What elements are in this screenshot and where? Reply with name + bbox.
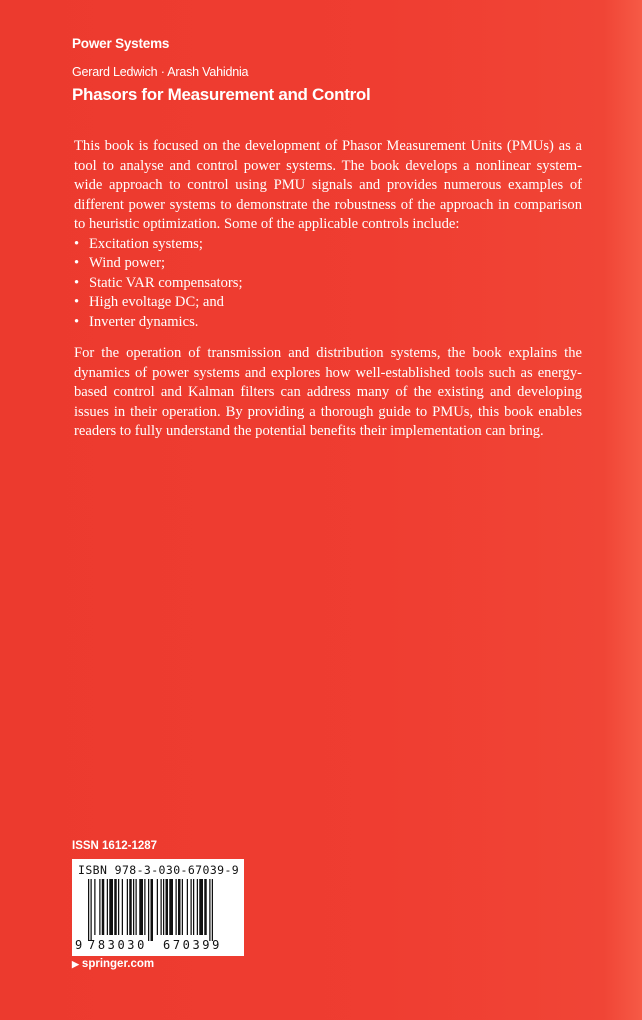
barcode-bar xyxy=(163,879,164,935)
barcode-digits-right: 670399 xyxy=(163,938,222,952)
blurb-paragraph-1: This book is focused on the development of Phasor Measurement Units (PMUs) as a tool to analyse and control power systems. The book develops a nonlinear system-wide approach to control using PMU signals and provides numerous examples of different power systems to demonstrate the robustness of the approach in comparison to heuristic optimization. Some of the applicable controls include: xyxy=(74,138,582,232)
barcode-bar xyxy=(176,879,177,935)
barcode-bar xyxy=(107,879,108,935)
publisher-site: springer.com xyxy=(81,958,155,970)
barcode-bar xyxy=(109,879,113,935)
list-item xyxy=(74,293,582,313)
barcode-bar xyxy=(118,879,119,935)
barcode-bar xyxy=(94,879,95,935)
barcode-digits-left: 783030 xyxy=(88,938,147,952)
barcode-bar xyxy=(169,879,173,935)
barcode-bar xyxy=(204,879,207,935)
barcode-bar xyxy=(91,879,92,941)
barcode-bar xyxy=(122,879,123,935)
bullet-icon: • xyxy=(74,255,80,271)
barcode-bar xyxy=(166,879,169,935)
bullet-icon: • xyxy=(74,235,80,252)
barcode-bar xyxy=(88,879,89,941)
barcode-bar xyxy=(151,879,154,941)
list-item-text: High evoltage DC; and xyxy=(89,294,224,310)
list-item-text: Inverter dynamics. xyxy=(89,313,199,330)
arrow-right-icon: ▶ xyxy=(72,959,79,969)
barcode-bar xyxy=(99,879,100,935)
barcode-bar xyxy=(182,879,183,935)
blurb-paragraph-2: For the operation of transmission and distribution systems, the book explains the dynamics of power systems and explores how well-established tools such as energy-based control and Kalman filters can address many of the existing and developing issues in their operation. By providing a thorough guide to PMUs, this book enables readers to fully understand the potential benefits their implementation can bring. xyxy=(74,345,582,439)
barcode-bar xyxy=(114,879,117,935)
barcode-bar xyxy=(144,879,145,935)
list-item-text: Excitation systems; xyxy=(89,235,203,252)
barcode-bar xyxy=(139,879,143,935)
list-item xyxy=(74,254,582,274)
barcode-bar xyxy=(161,879,162,935)
bullet-icon: • xyxy=(74,274,80,291)
barcode-bar xyxy=(127,879,128,935)
list-item xyxy=(74,313,582,333)
isbn-label: ISBN 978-3-030-67039-9 xyxy=(78,863,240,877)
barcode-bar xyxy=(102,879,105,935)
controls-list xyxy=(74,235,582,333)
bullet-icon: • xyxy=(74,294,80,310)
barcode-bar xyxy=(133,879,134,935)
barcode-bar xyxy=(199,879,203,935)
barcode-bar xyxy=(197,879,198,935)
isbn-barcode xyxy=(72,859,244,956)
barcode-bar xyxy=(178,879,181,935)
barcode-digit-first: 9 xyxy=(75,938,83,952)
blurb xyxy=(74,137,582,442)
book-title: Phasors for Measurement and Control xyxy=(72,85,371,104)
barcode-bar xyxy=(148,879,149,941)
barcode-bar xyxy=(193,879,194,935)
authors: Gerard Ledwich · Arash Vahidnia xyxy=(72,65,249,79)
bullet-icon: • xyxy=(74,313,80,330)
barcode-bar xyxy=(157,879,158,935)
publisher-link[interactable] xyxy=(72,958,154,970)
series-name: Power Systems xyxy=(72,36,170,51)
issn: ISSN 1612-1287 xyxy=(72,840,158,852)
barcode-bar xyxy=(212,879,213,941)
barcode-bar xyxy=(209,879,210,941)
barcode-bars xyxy=(76,879,240,941)
list-item xyxy=(74,274,582,294)
barcode-bar xyxy=(129,879,132,935)
list-item-text: Static VAR compensators; xyxy=(89,274,243,291)
barcode-bar xyxy=(136,879,137,935)
barcode-bar xyxy=(187,879,188,935)
list-item-text: Wind power; xyxy=(89,255,166,271)
list-item xyxy=(74,235,582,255)
barcode-bar xyxy=(191,879,192,935)
